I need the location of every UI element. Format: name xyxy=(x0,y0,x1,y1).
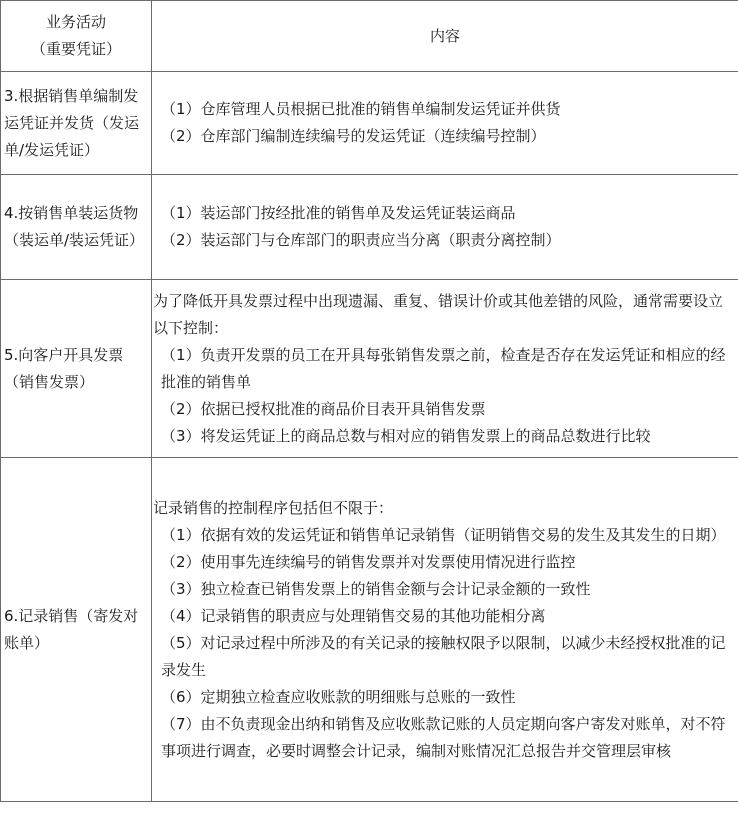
content-item: （1）负责开发票的员工在开具每张销售发票之前，检查是否存在发运凭证和相应的经批准的销售单 xyxy=(161,345,726,391)
table-header-row xyxy=(1,1,738,72)
content-item: （6）定期独立检查应收账款的明细账与总账的一致性 xyxy=(161,687,516,706)
table-row xyxy=(1,458,738,802)
activity-cell xyxy=(1,458,152,802)
table-row xyxy=(1,72,738,175)
activity-subtext: （销售发票） xyxy=(4,372,95,391)
content-item: （1）装运部门按经批准的销售单及发运凭证装运商品 xyxy=(161,204,516,222)
content-item: （7）由不负责现金出纳和销售及应收账款记账的人员定期向客户寄发对账单，对不符事项进行调查，必要时调整会计记录，编制对账情况汇总报告并交管理层审核 xyxy=(161,714,726,760)
activity-cell xyxy=(1,175,152,280)
content-item: （2）装运部门与仓库部门的职责应当分离（职责分离控制） xyxy=(161,231,561,249)
content-item: （2）依据已授权批准的商品价目表开具销售发票 xyxy=(161,399,486,418)
table-row xyxy=(1,175,738,280)
content-cell xyxy=(152,72,738,175)
activity-cell xyxy=(1,280,152,458)
activity-cell xyxy=(1,72,152,175)
content-item: （1）依据有效的发运凭证和销售单记录销售（证明销售交易的发生及其发生的日期） xyxy=(161,525,726,544)
header-activity-cell xyxy=(1,1,152,72)
header-content-cell xyxy=(152,1,738,72)
activity-text: 4.按销售单装运货物（装运单/装运凭证） xyxy=(4,204,145,249)
activity-text: 5.向客户开具发票 xyxy=(4,345,124,364)
content-cell xyxy=(152,280,738,458)
content-intro: 为了降低开具发票过程中出现遗漏、重复、错误计价或其他差错的风险，通常需要设立以下控制： xyxy=(153,291,724,337)
header-activity-label: 业务活动 xyxy=(45,13,106,31)
content-item: （2）使用事先连续编号的销售发票并对发票使用情况进行监控 xyxy=(161,552,576,571)
activity-text: 3.根据销售单编制发运凭证并发货（发运单/发运凭证） xyxy=(4,86,140,159)
header-content-label: 内容 xyxy=(429,26,460,45)
content-item: （2）仓库部门编制连续编号的发运凭证（连续编号控制） xyxy=(161,127,546,145)
content-item: （3）独立检查已销售发票上的销售金额与会计记录金额的一致性 xyxy=(161,579,591,598)
content-cell xyxy=(152,175,738,280)
table-row xyxy=(1,280,738,458)
content-item: （5）对记录过程中所涉及的有关记录的接触权限予以限制，以减少未经授权批准的记录发生 xyxy=(161,633,726,679)
content-item: （3）将发运凭证上的商品总数与相对应的销售发票上的商品总数进行比较 xyxy=(161,426,651,445)
header-activity-sublabel: （重要凭证） xyxy=(30,40,121,58)
content-cell xyxy=(152,458,738,802)
activity-text: 6.记录销售（寄发对账单） xyxy=(4,606,139,652)
content-intro: 记录销售的控制程序包括但不限于： xyxy=(153,498,394,517)
content-item: （1）仓库管理人员根据已批准的销售单编制发运凭证并供货 xyxy=(161,100,561,118)
content-item: （4）记录销售的职责应与处理销售交易的其他功能相分离 xyxy=(161,606,546,625)
